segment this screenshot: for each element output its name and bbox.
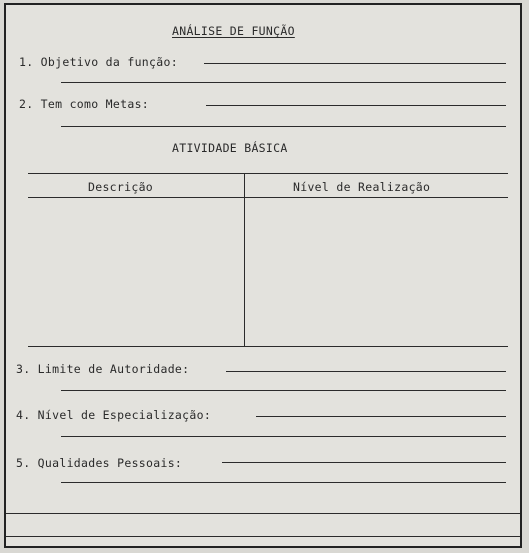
description-header: Descrição xyxy=(88,180,154,194)
specialization-label: 4. Nível de Especialização: xyxy=(16,408,212,422)
level-cell[interactable] xyxy=(246,199,507,345)
goals-line-2[interactable] xyxy=(61,126,506,127)
goals-line-1[interactable] xyxy=(206,105,506,106)
specialization-line-1[interactable] xyxy=(256,416,506,417)
description-cell[interactable] xyxy=(29,199,243,345)
table-bottom-rule xyxy=(28,346,508,347)
authority-label: 3. Limite de Autoridade: xyxy=(16,362,190,376)
table-header-rule xyxy=(28,197,508,198)
table-top-rule xyxy=(28,173,508,174)
section-title: ATIVIDADE BÁSICA xyxy=(172,141,288,155)
table-column-divider xyxy=(244,173,245,346)
form-title: ANÁLISE DE FUNÇÃO xyxy=(172,24,295,38)
authority-line-1[interactable] xyxy=(226,371,506,372)
goals-label: 2. Tem como Metas: xyxy=(19,97,150,111)
objective-line-1[interactable] xyxy=(204,63,506,64)
footer-rule-top xyxy=(6,513,520,514)
footer-rule-bottom xyxy=(6,536,520,537)
level-header: Nível de Realização xyxy=(293,180,431,194)
qualities-line-2[interactable] xyxy=(61,482,506,483)
objective-label: 1. Objetivo da função: xyxy=(19,55,178,69)
qualities-line-1[interactable] xyxy=(222,462,506,463)
specialization-line-2[interactable] xyxy=(61,436,506,437)
authority-line-2[interactable] xyxy=(61,390,506,391)
objective-line-2[interactable] xyxy=(61,82,506,83)
qualities-label: 5. Qualidades Pessoais: xyxy=(16,456,183,470)
job-analysis-form xyxy=(4,3,522,548)
